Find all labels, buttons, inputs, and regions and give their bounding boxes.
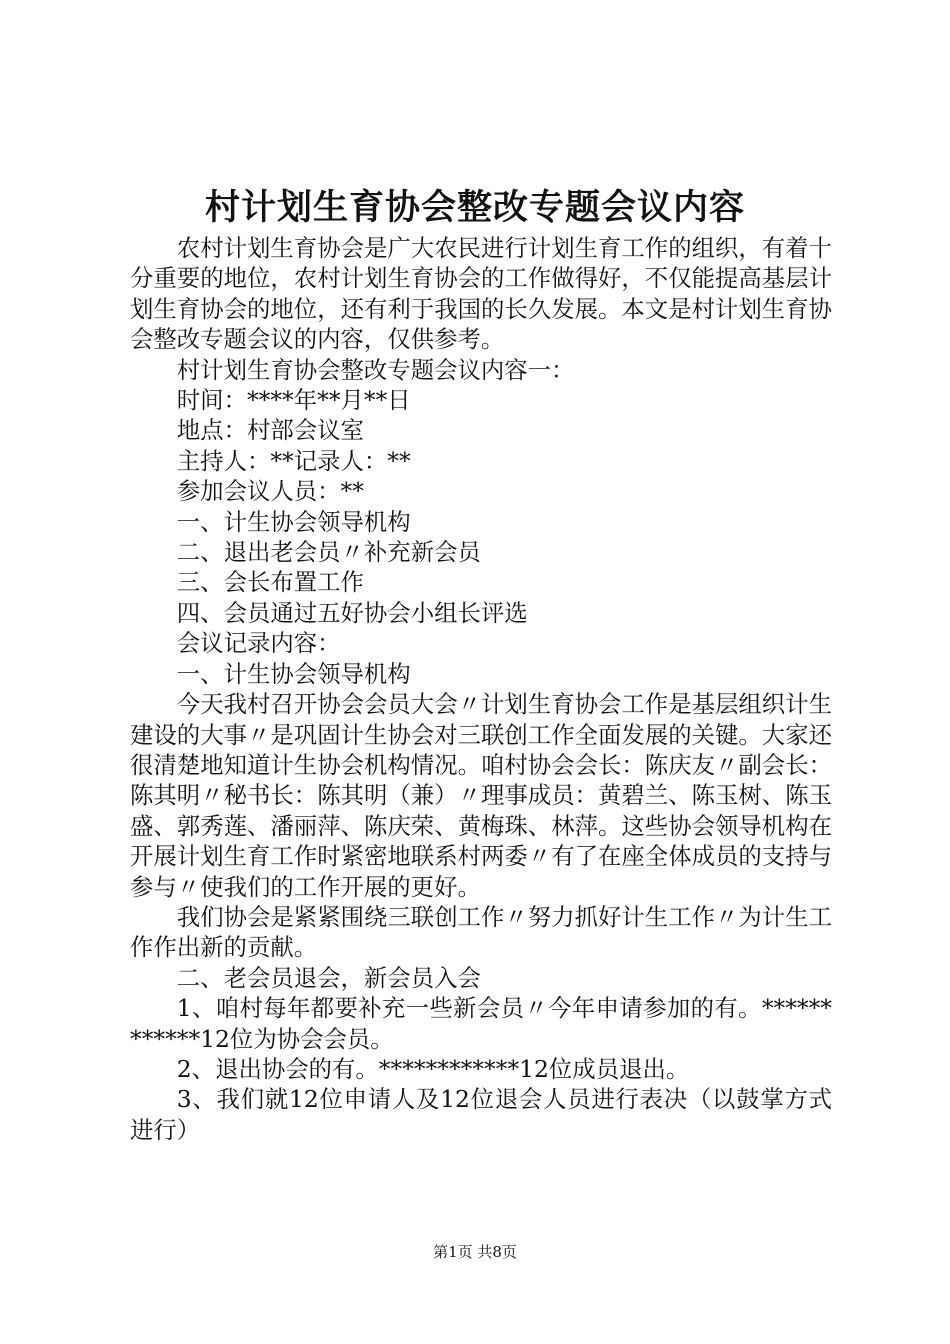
paragraph-agenda-1: 一、计生协会领导机构 (176, 507, 411, 536)
page-number: 第1页 共8页 (433, 1243, 517, 1261)
paragraph-agenda-4: 四、会员通过五好协会小组长评选 (176, 598, 528, 627)
paragraph-section-2: 二、老会员退会，新会员入会 (176, 963, 481, 992)
document-body (130, 233, 832, 1145)
paragraph-agenda-2: 二、退出老会员〃补充新会员 (176, 538, 481, 567)
paragraph-item-3: 3、我们就12位申请人及12位退会人员进行表决（以鼓掌方式进行） (130, 1085, 832, 1144)
paragraph-location: 地点：村部会议室 (176, 416, 364, 445)
document-title: 村计划生育协会整改专题会议内容 (204, 188, 745, 228)
paragraph-body-1: 今天我村召开协会会员大会〃计划生育协会工作是基层组织计生建设的大事〃是巩固计生协会对三联创工作全面发展的关键。大家还很清楚地知道计生协会机构情况。咱村协会会长：陈庆友〃副会长：陈其明〃秘书长：陈其明（兼）〃理事成员：黄碧兰、陈玉树、陈玉盛、郭秀莲、潘丽萍、陈庆荣、黄梅珠、林萍。这些协会领导机构在开展计划生育工作时紧密地联系村两委〃有了在座全体成员的支持与参与〃使我们的工作开展的更好。 (130, 690, 832, 901)
paragraph-item-2: 2、退出协会的有。************12位成员退出。 (176, 1054, 690, 1083)
paragraph-host: 主持人：**记录人：** (176, 446, 411, 475)
paragraph-item-1: 1、咱村每年都要补充一些新会员〃今年申请参加的有。************12位为协会会员。 (130, 994, 832, 1053)
paragraph-heading: 村计划生育协会整改专题会议内容一： (176, 355, 575, 384)
paragraph-body-2: 我们协会是紧紧围绕三联创工作〃努力抓好计生工作〃为计生工作作出新的贡献。 (130, 902, 832, 962)
paragraph-minutes-label: 会议记录内容： (176, 629, 341, 658)
paragraph-section-1: 一、计生协会领导机构 (176, 659, 411, 688)
paragraph-agenda-3: 三、会长布置工作 (176, 568, 364, 597)
paragraph-intro: 农村计划生育协会是广大农民进行计划生育工作的组织，有着十分重要的地位，农村计划生育协会的工作做得好，不仅能提高基层计划生育协会的地位，还有利于我国的长久发展。本文是村计划生育协会整改专题会议的内容，仅供参考。 (130, 234, 832, 354)
paragraph-time: 时间：****年**月**日 (176, 386, 411, 415)
paragraph-attendees: 参加会议人员：** (176, 477, 364, 506)
